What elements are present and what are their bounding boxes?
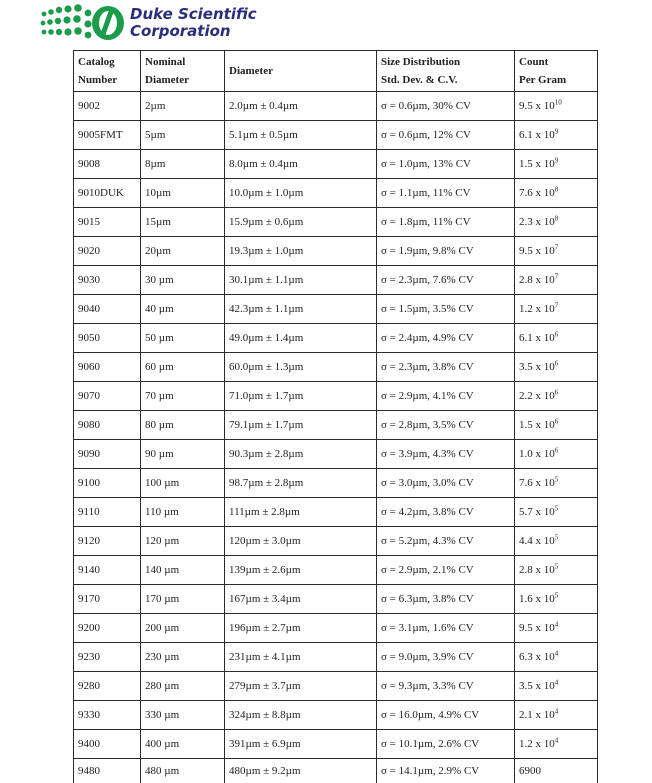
count-exponent: 6 [554, 388, 559, 397]
catalog-number-cell: 9170 [74, 585, 141, 614]
size-distribution-cell: σ = 2.3µm, 7.6% CV [377, 266, 515, 295]
nominal-diameter-cell: 15µm [141, 208, 225, 237]
count-per-gram-cell [515, 701, 598, 730]
count-exponent: 7 [554, 272, 559, 281]
catalog-number-cell: 9010DUK [74, 179, 141, 208]
nominal-diameter-cell: 10µm [141, 179, 225, 208]
nominal-diameter-cell: 2µm [141, 92, 225, 121]
table-row [74, 440, 598, 469]
table-row [74, 353, 598, 382]
count-base: 2.1 x 10 [519, 709, 555, 721]
catalog-number-cell: 9060 [74, 353, 141, 382]
catalog-number-cell: 9480 [74, 759, 141, 783]
nominal-diameter-cell: 70 µm [141, 382, 225, 411]
table-body [74, 92, 598, 783]
count-exponent: 5 [554, 533, 559, 542]
catalog-number-cell: 9230 [74, 643, 141, 672]
size-distribution-cell: σ = 0.6µm, 12% CV [377, 121, 515, 150]
page-header [38, 4, 257, 42]
table-row [74, 324, 598, 353]
count-base: 9.5 x 10 [519, 622, 555, 634]
column-header-size-distribution: Size Distribution Std. Dev. & C.V. [377, 51, 515, 92]
size-distribution-cell: σ = 0.6µm, 30% CV [377, 92, 515, 121]
count-base: 2.8 x 10 [519, 564, 555, 576]
count-base: 6.1 x 10 [519, 129, 555, 141]
count-per-gram-cell [515, 150, 598, 179]
count-base: 6900 [519, 765, 541, 777]
diameter-cell: 98.7µm ± 2.8µm [225, 469, 377, 498]
nominal-diameter-cell: 20µm [141, 237, 225, 266]
nominal-diameter-cell: 100 µm [141, 469, 225, 498]
nominal-diameter-cell: 280 µm [141, 672, 225, 701]
catalog-number-cell: 9140 [74, 556, 141, 585]
diameter-cell: 8.0µm ± 0.4µm [225, 150, 377, 179]
count-exponent: 7 [554, 243, 559, 252]
count-per-gram-cell [515, 585, 598, 614]
diameter-cell: 111µm ± 2.8µm [225, 498, 377, 527]
count-exponent: 6 [554, 330, 559, 339]
nominal-diameter-cell: 230 µm [141, 643, 225, 672]
diameter-cell: 324µm ± 8.8µm [225, 701, 377, 730]
nominal-diameter-cell: 400 µm [141, 730, 225, 759]
count-per-gram-cell [515, 614, 598, 643]
size-distribution-cell: σ = 1.0µm, 13% CV [377, 150, 515, 179]
size-distribution-cell: σ = 6.3µm, 3.8% CV [377, 585, 515, 614]
table-row [74, 237, 598, 266]
nominal-diameter-cell: 5µm [141, 121, 225, 150]
count-base: 6.1 x 10 [519, 332, 555, 344]
count-base: 2.3 x 10 [519, 216, 555, 228]
count-base: 9.5 x 10 [519, 245, 555, 257]
count-per-gram-cell [515, 527, 598, 556]
table-row [74, 469, 598, 498]
diameter-cell: 139µm ± 2.6µm [225, 556, 377, 585]
diameter-cell: 10.0µm ± 1.0µm [225, 179, 377, 208]
catalog-number-cell: 9008 [74, 150, 141, 179]
count-per-gram-cell [515, 411, 598, 440]
count-per-gram-cell [515, 440, 598, 469]
count-per-gram-cell [515, 672, 598, 701]
count-per-gram-cell [515, 730, 598, 759]
catalog-number-cell: 9080 [74, 411, 141, 440]
nominal-diameter-cell: 40 µm [141, 295, 225, 324]
count-base: 4.4 x 10 [519, 535, 555, 547]
catalog-number-cell: 9030 [74, 266, 141, 295]
nominal-diameter-cell: 330 µm [141, 701, 225, 730]
size-distribution-cell: σ = 2.3µm, 3.8% CV [377, 353, 515, 382]
count-exponent: 4 [554, 649, 559, 658]
brand-line-1: Duke Scientific [130, 5, 257, 23]
catalog-number-cell: 9090 [74, 440, 141, 469]
count-per-gram-cell [515, 469, 598, 498]
diameter-cell: 19.3µm ± 1.0µm [225, 237, 377, 266]
count-base: 2.8 x 10 [519, 274, 555, 286]
table-row [74, 643, 598, 672]
count-exponent: 4 [554, 707, 559, 716]
count-base: 6.3 x 10 [519, 651, 555, 663]
diameter-cell: 15.9µm ± 0.6µm [225, 208, 377, 237]
table-row [74, 179, 598, 208]
size-distribution-cell: σ = 4.2µm, 3.8% CV [377, 498, 515, 527]
count-base: 1.0 x 10 [519, 448, 555, 460]
catalog-number-cell: 9005FMT [74, 121, 141, 150]
count-exponent: 6 [554, 446, 559, 455]
catalog-number-cell: 9280 [74, 672, 141, 701]
count-exponent: 10 [554, 98, 562, 107]
size-distribution-cell: σ = 16.0µm, 4.9% CV [377, 701, 515, 730]
count-exponent: 4 [554, 736, 559, 745]
brand-line-2: Corporation [130, 22, 231, 40]
nominal-diameter-cell: 30 µm [141, 266, 225, 295]
nominal-diameter-cell: 140 µm [141, 556, 225, 585]
size-distribution-cell: σ = 2.8µm, 3.5% CV [377, 411, 515, 440]
count-per-gram-cell [515, 324, 598, 353]
size-distribution-cell: σ = 1.1µm, 11% CV [377, 179, 515, 208]
count-base: 7.6 x 10 [519, 187, 555, 199]
table-row [74, 266, 598, 295]
diameter-cell: 231µm ± 4.1µm [225, 643, 377, 672]
size-distribution-cell: σ = 9.3µm, 3.3% CV [377, 672, 515, 701]
count-per-gram-cell [515, 382, 598, 411]
count-base: 1.6 x 10 [519, 593, 555, 605]
nominal-diameter-cell: 90 µm [141, 440, 225, 469]
column-header-count-per-gram: Count Per Gram [515, 51, 598, 92]
size-distribution-cell: σ = 1.9µm, 9.8% CV [377, 237, 515, 266]
catalog-number-cell: 9400 [74, 730, 141, 759]
count-per-gram-cell [515, 266, 598, 295]
table-row [74, 411, 598, 440]
diameter-cell: 42.3µm ± 1.1µm [225, 295, 377, 324]
diameter-cell: 167µm ± 3.4µm [225, 585, 377, 614]
count-exponent: 4 [554, 620, 559, 629]
count-per-gram-cell [515, 643, 598, 672]
table-row [74, 295, 598, 324]
count-exponent: 5 [554, 475, 559, 484]
table-row [74, 382, 598, 411]
column-header-nominal-diameter: Nominal Diameter [141, 51, 225, 92]
count-per-gram-cell [515, 121, 598, 150]
nominal-diameter-cell: 120 µm [141, 527, 225, 556]
count-exponent: 9 [554, 156, 559, 165]
size-distribution-cell: σ = 2.9µm, 2.1% CV [377, 556, 515, 585]
nominal-diameter-cell: 110 µm [141, 498, 225, 527]
nominal-diameter-cell: 60 µm [141, 353, 225, 382]
diameter-cell: 90.3µm ± 2.8µm [225, 440, 377, 469]
count-base: 1.5 x 10 [519, 158, 555, 170]
table-row [74, 498, 598, 527]
count-per-gram-cell [515, 208, 598, 237]
diameter-cell: 60.0µm ± 1.3µm [225, 353, 377, 382]
nominal-diameter-cell: 480 µm [141, 759, 225, 783]
catalog-number-cell: 9100 [74, 469, 141, 498]
table-row [74, 759, 598, 783]
count-base: 1.5 x 10 [519, 419, 555, 431]
catalog-number-cell: 9330 [74, 701, 141, 730]
count-base: 5.7 x 10 [519, 506, 555, 518]
count-base: 7.6 x 10 [519, 477, 555, 489]
table-row [74, 527, 598, 556]
table-row [74, 92, 598, 121]
diameter-cell: 2.0µm ± 0.4µm [225, 92, 377, 121]
table-row [74, 701, 598, 730]
diameter-cell: 30.1µm ± 1.1µm [225, 266, 377, 295]
count-exponent: 5 [554, 504, 559, 513]
nominal-diameter-cell: 80 µm [141, 411, 225, 440]
count-exponent: 8 [554, 214, 559, 223]
nominal-diameter-cell: 8µm [141, 150, 225, 179]
size-distribution-cell: σ = 1.8µm, 11% CV [377, 208, 515, 237]
table-row [74, 121, 598, 150]
count-exponent: 7 [554, 301, 559, 310]
count-per-gram-cell [515, 92, 598, 121]
diameter-cell: 5.1µm ± 0.5µm [225, 121, 377, 150]
count-exponent: 5 [554, 591, 559, 600]
count-per-gram-cell [515, 237, 598, 266]
diameter-cell: 71.0µm ± 1.7µm [225, 382, 377, 411]
count-exponent: 6 [554, 359, 559, 368]
diameter-cell: 120µm ± 3.0µm [225, 527, 377, 556]
size-distribution-cell: σ = 14.1µm, 2.9% CV [377, 759, 515, 783]
nominal-diameter-cell: 170 µm [141, 585, 225, 614]
size-distribution-cell: σ = 9.0µm, 3.9% CV [377, 643, 515, 672]
table-row [74, 672, 598, 701]
count-per-gram-cell [515, 353, 598, 382]
column-header-catalog-number: Catalog Number [74, 51, 141, 92]
diameter-cell: 279µm ± 3.7µm [225, 672, 377, 701]
diameter-cell: 391µm ± 6.9µm [225, 730, 377, 759]
diameter-cell: 480µm ± 9.2µm [225, 759, 377, 783]
size-distribution-cell: σ = 5.2µm, 4.3% CV [377, 527, 515, 556]
count-base: 3.5 x 10 [519, 680, 555, 692]
count-base: 1.2 x 10 [519, 738, 555, 750]
size-distribution-cell: σ = 1.5µm, 3.5% CV [377, 295, 515, 324]
count-exponent: 4 [554, 678, 559, 687]
table-row [74, 150, 598, 179]
catalog-number-cell: 9110 [74, 498, 141, 527]
catalog-number-cell: 9200 [74, 614, 141, 643]
table-header-row [74, 51, 598, 92]
size-distribution-cell: σ = 2.4µm, 4.9% CV [377, 324, 515, 353]
size-distribution-cell: σ = 3.1µm, 1.6% CV [377, 614, 515, 643]
size-distribution-cell: σ = 10.1µm, 2.6% CV [377, 730, 515, 759]
duke-scientific-logo-icon [38, 4, 126, 42]
table-row [74, 208, 598, 237]
catalog-number-cell: 9050 [74, 324, 141, 353]
count-exponent: 5 [554, 562, 559, 571]
column-header-diameter: Diameter [225, 51, 377, 92]
catalog-number-cell: 9015 [74, 208, 141, 237]
count-exponent: 6 [554, 417, 559, 426]
count-base: 1.2 x 10 [519, 303, 555, 315]
count-base: 2.2 x 10 [519, 390, 555, 402]
table-row [74, 556, 598, 585]
size-distribution-cell: σ = 3.0µm, 3.0% CV [377, 469, 515, 498]
diameter-cell: 49.0µm ± 1.4µm [225, 324, 377, 353]
size-distribution-cell: σ = 2.9µm, 4.1% CV [377, 382, 515, 411]
catalog-number-cell: 9070 [74, 382, 141, 411]
catalog-number-cell: 9040 [74, 295, 141, 324]
nominal-diameter-cell: 200 µm [141, 614, 225, 643]
nominal-diameter-cell: 50 µm [141, 324, 225, 353]
diameter-cell: 79.1µm ± 1.7µm [225, 411, 377, 440]
count-exponent: 9 [554, 127, 559, 136]
diameter-cell: 196µm ± 2.7µm [225, 614, 377, 643]
count-per-gram-cell [515, 179, 598, 208]
count-per-gram-cell [515, 759, 598, 783]
count-base: 9.5 x 10 [519, 100, 555, 112]
table-row [74, 614, 598, 643]
catalog-number-cell: 9002 [74, 92, 141, 121]
count-per-gram-cell [515, 295, 598, 324]
catalog-number-cell: 9120 [74, 527, 141, 556]
table-row [74, 585, 598, 614]
table-row [74, 730, 598, 759]
size-distribution-cell: σ = 3.9µm, 4.3% CV [377, 440, 515, 469]
product-spec-table [73, 50, 598, 783]
catalog-number-cell: 9020 [74, 237, 141, 266]
brand-name [130, 6, 257, 40]
count-per-gram-cell [515, 556, 598, 585]
count-exponent: 8 [554, 185, 559, 194]
count-per-gram-cell [515, 498, 598, 527]
count-base: 3.5 x 10 [519, 361, 555, 373]
